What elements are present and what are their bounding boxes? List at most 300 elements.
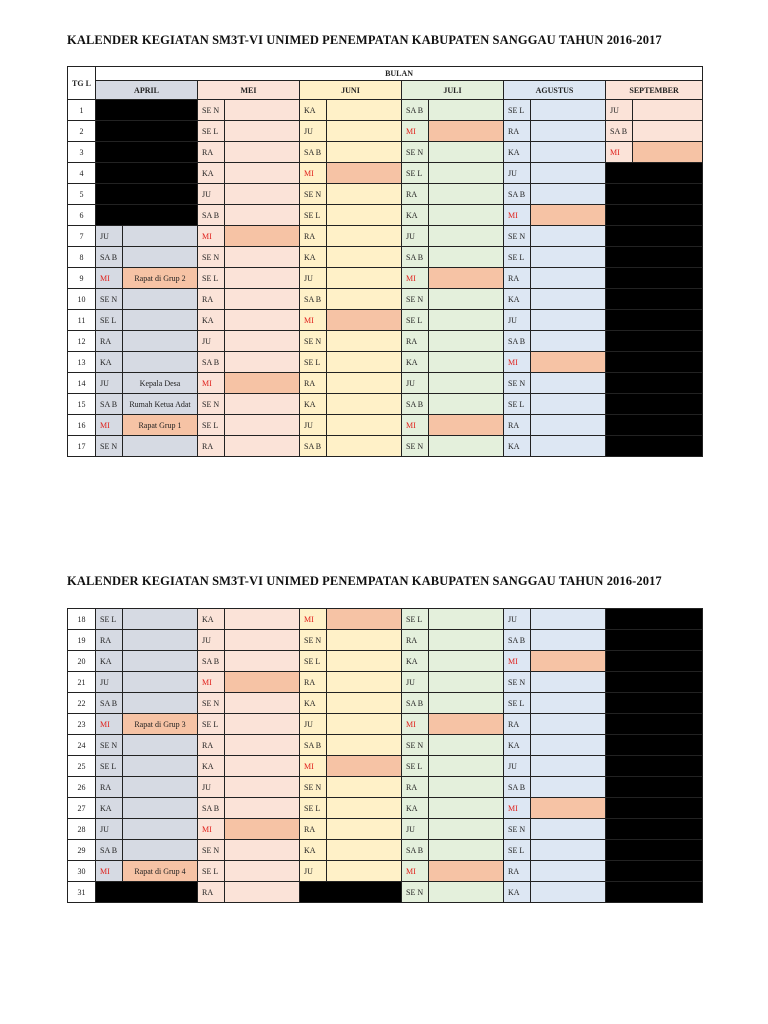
- date-number: 29: [68, 840, 96, 861]
- weekday-juni: MI: [300, 310, 327, 331]
- event-mei: [225, 840, 300, 861]
- weekday-mei: RA: [198, 882, 225, 903]
- blocked-cell-september: [606, 819, 703, 840]
- weekday-april: SA B: [96, 840, 123, 861]
- weekday-agustus: KA: [504, 289, 531, 310]
- event-juni: [327, 352, 402, 373]
- tgl-header: TG L: [68, 67, 96, 100]
- event-agustus: [531, 352, 606, 373]
- weekday-mei: RA: [198, 289, 225, 310]
- weekday-juli: SE N: [402, 436, 429, 457]
- event-agustus: [531, 609, 606, 630]
- event-agustus: [531, 310, 606, 331]
- blocked-cell-april: [96, 205, 198, 226]
- table-row: [68, 247, 703, 268]
- blocked-cell-september: [606, 205, 703, 226]
- event-mei: [225, 415, 300, 436]
- event-juli: [429, 415, 504, 436]
- weekday-juni: SE N: [300, 630, 327, 651]
- table-row: [68, 415, 703, 436]
- weekday-juni: SA B: [300, 436, 327, 457]
- month-header-april: APRIL: [96, 81, 198, 100]
- date-number: 2: [68, 121, 96, 142]
- weekday-april: KA: [96, 798, 123, 819]
- date-number: 11: [68, 310, 96, 331]
- blocked-cell-april: [96, 882, 198, 903]
- weekday-juli: MI: [402, 121, 429, 142]
- weekday-juli: JU: [402, 226, 429, 247]
- event-juli: [429, 268, 504, 289]
- date-number: 25: [68, 756, 96, 777]
- date-number: 5: [68, 184, 96, 205]
- weekday-april: MI: [96, 268, 123, 289]
- event-juli: [429, 798, 504, 819]
- weekday-agustus: MI: [504, 651, 531, 672]
- event-juli: [429, 100, 504, 121]
- weekday-mei: MI: [198, 373, 225, 394]
- event-mei: [225, 735, 300, 756]
- event-agustus: [531, 756, 606, 777]
- weekday-agustus: MI: [504, 352, 531, 373]
- weekday-april: KA: [96, 352, 123, 373]
- event-juni: [327, 436, 402, 457]
- date-number: 27: [68, 798, 96, 819]
- event-juli: [429, 226, 504, 247]
- event-juni: [327, 142, 402, 163]
- event-mei: [225, 714, 300, 735]
- weekday-juni: KA: [300, 247, 327, 268]
- event-agustus: [531, 226, 606, 247]
- date-number: 1: [68, 100, 96, 121]
- date-number: 13: [68, 352, 96, 373]
- event-mei: [225, 798, 300, 819]
- event-juli: [429, 651, 504, 672]
- table-row: [68, 100, 703, 121]
- event-mei: [225, 310, 300, 331]
- event-juni: [327, 819, 402, 840]
- weekday-agustus: JU: [504, 756, 531, 777]
- weekday-juli: JU: [402, 373, 429, 394]
- event-april: [123, 609, 198, 630]
- event-agustus: [531, 840, 606, 861]
- weekday-agustus: SE L: [504, 693, 531, 714]
- event-juni: [327, 651, 402, 672]
- weekday-juni: SE L: [300, 651, 327, 672]
- event-mei: [225, 672, 300, 693]
- blocked-cell-september: [606, 163, 703, 184]
- event-juni: [327, 840, 402, 861]
- event-juli: [429, 672, 504, 693]
- date-number: 7: [68, 226, 96, 247]
- weekday-agustus: RA: [504, 415, 531, 436]
- event-september: [633, 100, 703, 121]
- event-juni: [327, 415, 402, 436]
- date-number: 28: [68, 819, 96, 840]
- table-row: [68, 651, 703, 672]
- weekday-april: RA: [96, 777, 123, 798]
- weekday-agustus: KA: [504, 882, 531, 903]
- weekday-september: JU: [606, 100, 633, 121]
- weekday-agustus: JU: [504, 163, 531, 184]
- blocked-cell-september: [606, 609, 703, 630]
- weekday-juni: KA: [300, 394, 327, 415]
- event-mei: [225, 756, 300, 777]
- event-april: Rapat di Grup 2: [123, 268, 198, 289]
- calendar-body-part-2: [68, 609, 703, 903]
- date-number: 8: [68, 247, 96, 268]
- weekday-mei: SE L: [198, 714, 225, 735]
- event-april: [123, 735, 198, 756]
- weekday-juli: MI: [402, 861, 429, 882]
- weekday-mei: KA: [198, 163, 225, 184]
- event-juni: [327, 735, 402, 756]
- weekday-mei: SA B: [198, 205, 225, 226]
- event-mei: [225, 861, 300, 882]
- weekday-mei: KA: [198, 310, 225, 331]
- event-april: [123, 310, 198, 331]
- event-juli: [429, 630, 504, 651]
- weekday-juni: JU: [300, 415, 327, 436]
- event-juni: [327, 373, 402, 394]
- weekday-april: SE L: [96, 756, 123, 777]
- event-mei: [225, 331, 300, 352]
- date-number: 23: [68, 714, 96, 735]
- event-april: [123, 331, 198, 352]
- weekday-september: MI: [606, 142, 633, 163]
- weekday-agustus: MI: [504, 798, 531, 819]
- month-header-mei: MEI: [198, 81, 300, 100]
- weekday-april: SE N: [96, 436, 123, 457]
- event-agustus: [531, 373, 606, 394]
- month-header-september: SEPTEMBER: [606, 81, 703, 100]
- weekday-juni: KA: [300, 693, 327, 714]
- date-number: 10: [68, 289, 96, 310]
- event-agustus: [531, 121, 606, 142]
- table-row: [68, 609, 703, 630]
- table-row: [68, 798, 703, 819]
- table-row: [68, 121, 703, 142]
- event-juni: [327, 394, 402, 415]
- weekday-april: SA B: [96, 394, 123, 415]
- weekday-mei: MI: [198, 819, 225, 840]
- calendar-table-part-2: [67, 608, 703, 903]
- table-row: [68, 163, 703, 184]
- event-agustus: [531, 735, 606, 756]
- weekday-april: SE L: [96, 310, 123, 331]
- event-juli: [429, 756, 504, 777]
- weekday-mei: SA B: [198, 352, 225, 373]
- event-juni: [327, 756, 402, 777]
- event-mei: [225, 268, 300, 289]
- event-juni: [327, 247, 402, 268]
- event-agustus: [531, 289, 606, 310]
- weekday-juni: MI: [300, 609, 327, 630]
- weekday-juli: SE L: [402, 609, 429, 630]
- table-row: [68, 882, 703, 903]
- weekday-agustus: SE N: [504, 672, 531, 693]
- weekday-mei: SE L: [198, 268, 225, 289]
- event-mei: [225, 163, 300, 184]
- weekday-juli: SE L: [402, 756, 429, 777]
- table-row: [68, 436, 703, 457]
- date-number: 9: [68, 268, 96, 289]
- weekday-agustus: KA: [504, 735, 531, 756]
- event-agustus: [531, 142, 606, 163]
- event-april: Rapat di Grup 3: [123, 714, 198, 735]
- event-juni: [327, 798, 402, 819]
- blocked-cell-september: [606, 310, 703, 331]
- date-number: 17: [68, 436, 96, 457]
- weekday-juni: RA: [300, 819, 327, 840]
- event-agustus: [531, 714, 606, 735]
- event-april: [123, 756, 198, 777]
- table-row: [68, 714, 703, 735]
- calendar-body-part-1: [68, 100, 703, 457]
- event-agustus: [531, 630, 606, 651]
- calendar-table-part-1: [67, 66, 703, 457]
- event-april: [123, 798, 198, 819]
- blocked-cell-september: [606, 882, 703, 903]
- weekday-mei: MI: [198, 672, 225, 693]
- table-row: [68, 735, 703, 756]
- blocked-cell-september: [606, 840, 703, 861]
- event-agustus: [531, 651, 606, 672]
- event-mei: [225, 693, 300, 714]
- event-juli: [429, 882, 504, 903]
- weekday-agustus: SA B: [504, 777, 531, 798]
- weekday-juni: SE N: [300, 184, 327, 205]
- weekday-mei: SE N: [198, 840, 225, 861]
- blocked-cell-april: [96, 121, 198, 142]
- event-agustus: [531, 163, 606, 184]
- weekday-juli: KA: [402, 352, 429, 373]
- event-mei: [225, 352, 300, 373]
- weekday-agustus: SA B: [504, 331, 531, 352]
- weekday-april: MI: [96, 415, 123, 436]
- weekday-juni: SE N: [300, 331, 327, 352]
- event-mei: [225, 121, 300, 142]
- table-row: [68, 205, 703, 226]
- blocked-cell-september: [606, 651, 703, 672]
- weekday-april: SE N: [96, 289, 123, 310]
- event-juli: [429, 735, 504, 756]
- weekday-april: RA: [96, 630, 123, 651]
- table-row: [68, 184, 703, 205]
- event-juni: [327, 268, 402, 289]
- blocked-cell-september: [606, 436, 703, 457]
- weekday-juni: MI: [300, 163, 327, 184]
- event-april: [123, 289, 198, 310]
- weekday-april: SA B: [96, 247, 123, 268]
- weekday-mei: RA: [198, 735, 225, 756]
- event-juli: [429, 310, 504, 331]
- month-header-agustus: AGUSTUS: [504, 81, 606, 100]
- weekday-juli: SA B: [402, 394, 429, 415]
- event-juni: [327, 693, 402, 714]
- weekday-agustus: SE L: [504, 394, 531, 415]
- event-mei: [225, 882, 300, 903]
- weekday-juni: SA B: [300, 142, 327, 163]
- event-mei: [225, 630, 300, 651]
- weekday-juli: SE N: [402, 882, 429, 903]
- event-april: Rapat Grup 1: [123, 415, 198, 436]
- weekday-juni: SE L: [300, 798, 327, 819]
- event-juli: [429, 184, 504, 205]
- event-juli: [429, 331, 504, 352]
- event-april: [123, 630, 198, 651]
- blocked-cell-september: [606, 352, 703, 373]
- weekday-juli: SE N: [402, 142, 429, 163]
- blocked-cell-september: [606, 693, 703, 714]
- date-number: 18: [68, 609, 96, 630]
- weekday-agustus: SE N: [504, 819, 531, 840]
- weekday-juni: JU: [300, 121, 327, 142]
- event-juli: [429, 436, 504, 457]
- event-juli: [429, 142, 504, 163]
- event-juni: [327, 226, 402, 247]
- weekday-mei: JU: [198, 777, 225, 798]
- weekday-april: MI: [96, 714, 123, 735]
- blocked-cell-september: [606, 226, 703, 247]
- weekday-mei: JU: [198, 630, 225, 651]
- event-juli: [429, 861, 504, 882]
- weekday-april: RA: [96, 331, 123, 352]
- weekday-september: SA B: [606, 121, 633, 142]
- weekday-juli: SE N: [402, 735, 429, 756]
- event-april: [123, 436, 198, 457]
- weekday-mei: SE L: [198, 415, 225, 436]
- event-juni: [327, 609, 402, 630]
- weekday-juli: SE N: [402, 289, 429, 310]
- weekday-agustus: RA: [504, 268, 531, 289]
- event-april: [123, 247, 198, 268]
- blocked-cell-september: [606, 861, 703, 882]
- weekday-mei: JU: [198, 184, 225, 205]
- event-april: [123, 819, 198, 840]
- event-juni: [327, 630, 402, 651]
- table-row: [68, 394, 703, 415]
- weekday-juni: SA B: [300, 289, 327, 310]
- date-number: 22: [68, 693, 96, 714]
- weekday-mei: SE N: [198, 693, 225, 714]
- event-juli: [429, 373, 504, 394]
- month-header-juli: JULI: [402, 81, 504, 100]
- event-juni: [327, 205, 402, 226]
- weekday-juli: RA: [402, 331, 429, 352]
- table-row: [68, 331, 703, 352]
- event-mei: [225, 289, 300, 310]
- blocked-cell-september: [606, 394, 703, 415]
- weekday-juli: RA: [402, 184, 429, 205]
- weekday-agustus: SE N: [504, 373, 531, 394]
- weekday-mei: RA: [198, 142, 225, 163]
- page-title-2: KALENDER KEGIATAN SM3T-VI UNIMED PENEMPATAN KABUPATEN SANGGAU TAHUN 2016-2017: [67, 574, 662, 588]
- weekday-juni: RA: [300, 672, 327, 693]
- event-juni: [327, 289, 402, 310]
- weekday-april: SA B: [96, 693, 123, 714]
- blocked-cell-september: [606, 373, 703, 394]
- blocked-cell-september: [606, 756, 703, 777]
- weekday-april: JU: [96, 226, 123, 247]
- date-number: 26: [68, 777, 96, 798]
- blocked-cell-september: [606, 630, 703, 651]
- event-april: [123, 840, 198, 861]
- event-april: Rumah Ketua Adat: [123, 394, 198, 415]
- weekday-juni: JU: [300, 861, 327, 882]
- date-number: 21: [68, 672, 96, 693]
- table-row: [68, 693, 703, 714]
- weekday-juni: MI: [300, 756, 327, 777]
- weekday-mei: JU: [198, 331, 225, 352]
- date-number: 19: [68, 630, 96, 651]
- event-september: [633, 121, 703, 142]
- event-juni: [327, 184, 402, 205]
- weekday-juli: SE L: [402, 163, 429, 184]
- event-agustus: [531, 247, 606, 268]
- weekday-juni: JU: [300, 714, 327, 735]
- weekday-mei: SE L: [198, 121, 225, 142]
- weekday-juli: SA B: [402, 247, 429, 268]
- weekday-agustus: SA B: [504, 184, 531, 205]
- date-number: 16: [68, 415, 96, 436]
- blocked-cell-september: [606, 735, 703, 756]
- event-juli: [429, 714, 504, 735]
- blocked-cell-april: [96, 142, 198, 163]
- event-juli: [429, 205, 504, 226]
- weekday-juli: KA: [402, 651, 429, 672]
- table-row: [68, 373, 703, 394]
- event-juni: [327, 331, 402, 352]
- event-april: Rapat di Grup 4: [123, 861, 198, 882]
- weekday-juni: SE N: [300, 777, 327, 798]
- weekday-april: SE L: [96, 609, 123, 630]
- event-mei: [225, 436, 300, 457]
- page-title-1: KALENDER KEGIATAN SM3T-VI UNIMED PENEMPATAN KABUPATEN SANGGAU TAHUN 2016-2017: [67, 33, 662, 47]
- event-juni: [327, 100, 402, 121]
- event-april: [123, 352, 198, 373]
- event-agustus: [531, 798, 606, 819]
- weekday-mei: KA: [198, 609, 225, 630]
- table-row: [68, 756, 703, 777]
- weekday-juni: SE L: [300, 352, 327, 373]
- weekday-agustus: RA: [504, 121, 531, 142]
- weekday-juli: SA B: [402, 693, 429, 714]
- event-agustus: [531, 672, 606, 693]
- blocked-cell-september: [606, 672, 703, 693]
- weekday-agustus: SA B: [504, 630, 531, 651]
- event-mei: [225, 777, 300, 798]
- weekday-juli: MI: [402, 714, 429, 735]
- weekday-april: JU: [96, 672, 123, 693]
- weekday-april: JU: [96, 373, 123, 394]
- table-row: [68, 819, 703, 840]
- weekday-april: KA: [96, 651, 123, 672]
- weekday-mei: SE N: [198, 247, 225, 268]
- event-juli: [429, 840, 504, 861]
- weekday-agustus: RA: [504, 714, 531, 735]
- event-april: [123, 672, 198, 693]
- event-mei: [225, 819, 300, 840]
- date-number: 15: [68, 394, 96, 415]
- date-number: 31: [68, 882, 96, 903]
- event-april: [123, 693, 198, 714]
- weekday-april: SE N: [96, 735, 123, 756]
- weekday-mei: RA: [198, 436, 225, 457]
- weekday-agustus: SE L: [504, 100, 531, 121]
- event-juni: [327, 121, 402, 142]
- event-juli: [429, 121, 504, 142]
- event-agustus: [531, 394, 606, 415]
